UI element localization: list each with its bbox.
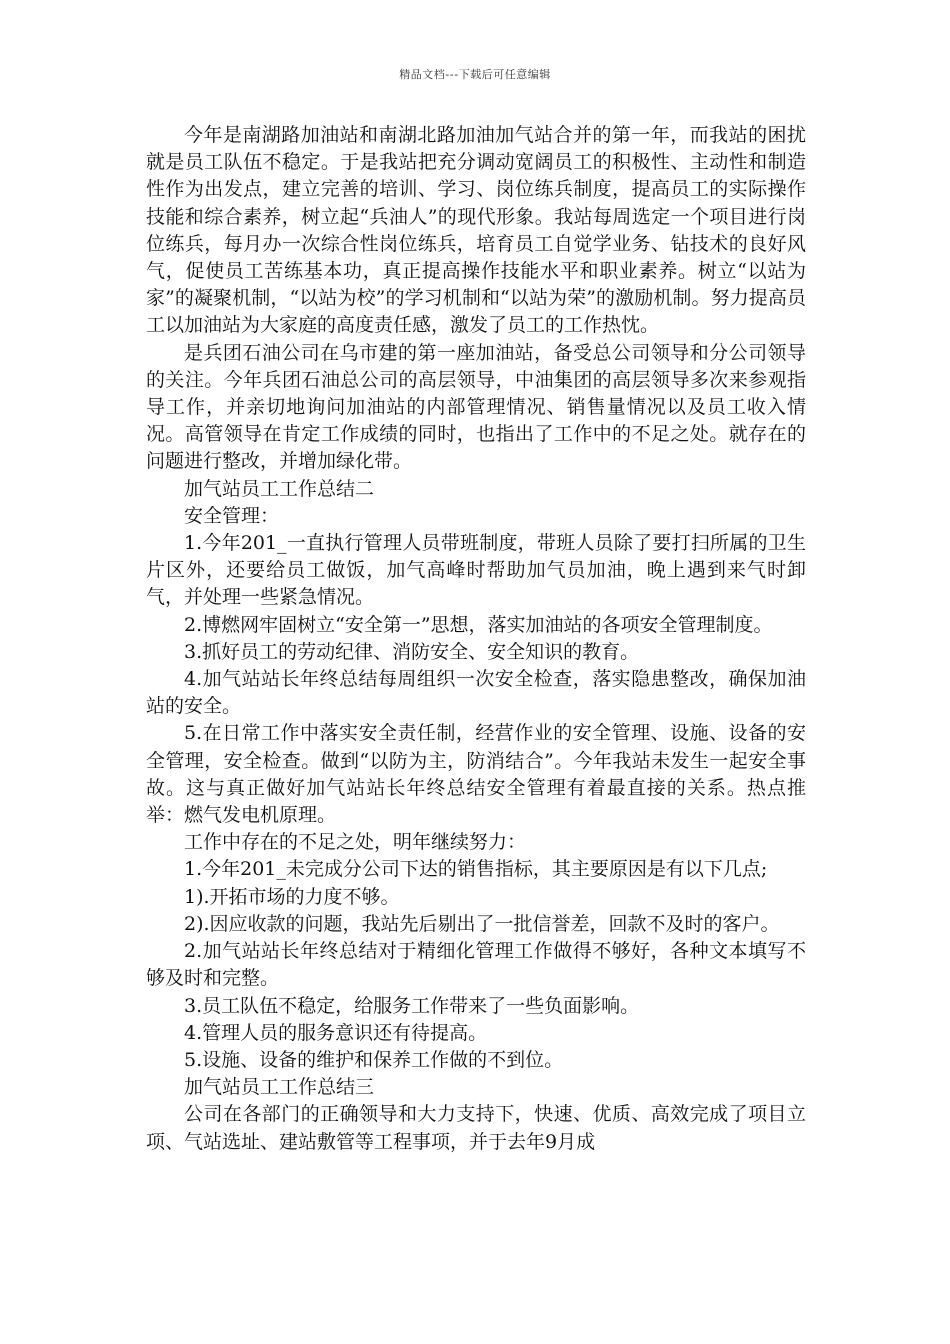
paragraph: 安全管理： (184, 504, 280, 527)
paragraph: 工作中存在的不足之处，明年继续努力： (184, 831, 527, 854)
list-item: 2).因应收款的问题，我站先后剔出了一批信誉差，回款不及时的客户。 (184, 912, 780, 935)
page-header: 精品文档---下载后可任意编辑 (399, 68, 551, 81)
list-item: 4.加气站站长年终总结每周组织一次安全检查，落实隐患整改，确保加油站的安全。 (146, 668, 806, 718)
list-item: 5.在日常工作中落实安全责任制，经营作业的安全管理、设施、设备的安全管理，安全检查。做到“以防为主，防消结合”。今年我站未发生一起安全事故。这与真正做好加气站站长年终总结安全管理有着最直接的关系。热点推举：燃气发电机原理。 (146, 722, 806, 827)
section-heading: 加气站员工工作总结二 (184, 477, 375, 500)
list-item: 1.今年201_未完成分公司下达的销售指标，其主要原因是有以下几点; (184, 858, 768, 881)
list-item: 3.抓好员工的劳动纪律、消防安全、安全知识的教育。 (184, 640, 640, 663)
document-body (146, 122, 806, 1156)
list-item: 5.设施、设备的维护和保养工作做的不到位。 (184, 1048, 564, 1071)
section-heading: 加气站员工工作总结三 (184, 1076, 375, 1099)
paragraph: 是兵团石油公司在乌市建的第一座加油站，备受总公司领导和分公司领导的关注。今年兵团石油总公司的高层领导，中油集团的高层领导多次来参观指导工作，并亲切地询问加油站的内部管理情况、销售量情况以及员工收入情况。高管领导在肯定工作成绩的同时，也指出了工作中的不足之处。就存在的问题进行整改，并增加绿化带。 (146, 341, 806, 473)
list-item: 1).开拓市场的力度不够。 (184, 885, 400, 908)
list-item: 2.博燃网牢固树立“安全第一”思想，落实加油站的各项安全管理制度。 (184, 613, 773, 636)
list-item: 2.加气站站长年终总结对于精细化管理工作做得不够好，各种文本填写不够及时和完整。 (146, 940, 806, 990)
paragraph: 公司在各部门的正确领导和大力支持下，快速、优质、高效完成了项目立项、气站选址、建站敷管等工程事项，并于去年9月成 (146, 1103, 806, 1153)
list-item: 1.今年201_一直执行管理人员带班制度，带班人员除了要打扫所属的卫生片区外，还要给员工做饭，加气高峰时帮助加气员加油，晚上遇到来气时卸气，并处理一些紧急情况。 (146, 532, 806, 609)
list-item: 3.员工队伍不稳定，给服务工作带来了一些负面影响。 (184, 994, 640, 1017)
list-item: 4.管理人员的服务意识还有待提高。 (184, 1021, 488, 1044)
paragraph: 今年是南湖路加油站和南湖北路加油加气站合并的第一年，而我站的困扰就是员工队伍不稳定。于是我站把充分调动宽阔员工的积极性、主动性和制造性作为出发点，建立完善的培训、学习、岗位练兵制度，提高员工的实际操作技能和综合素养，树立起“兵油人”的现代形象。我站每周选定一个项目进行岗位练兵，每月办一次综合性岗位练兵，培育员工自觉学业务、钻技术的良好风气，促使员工苦练基本功，真正提高操作技能水平和职业素养。树立“以站为家”的凝聚机制，“以站为校”的学习机制和“以站为荣”的激励机制。努力提高员工以加油站为大家庭的高度责任感，激发了员工的工作热忱。 (146, 124, 806, 337)
